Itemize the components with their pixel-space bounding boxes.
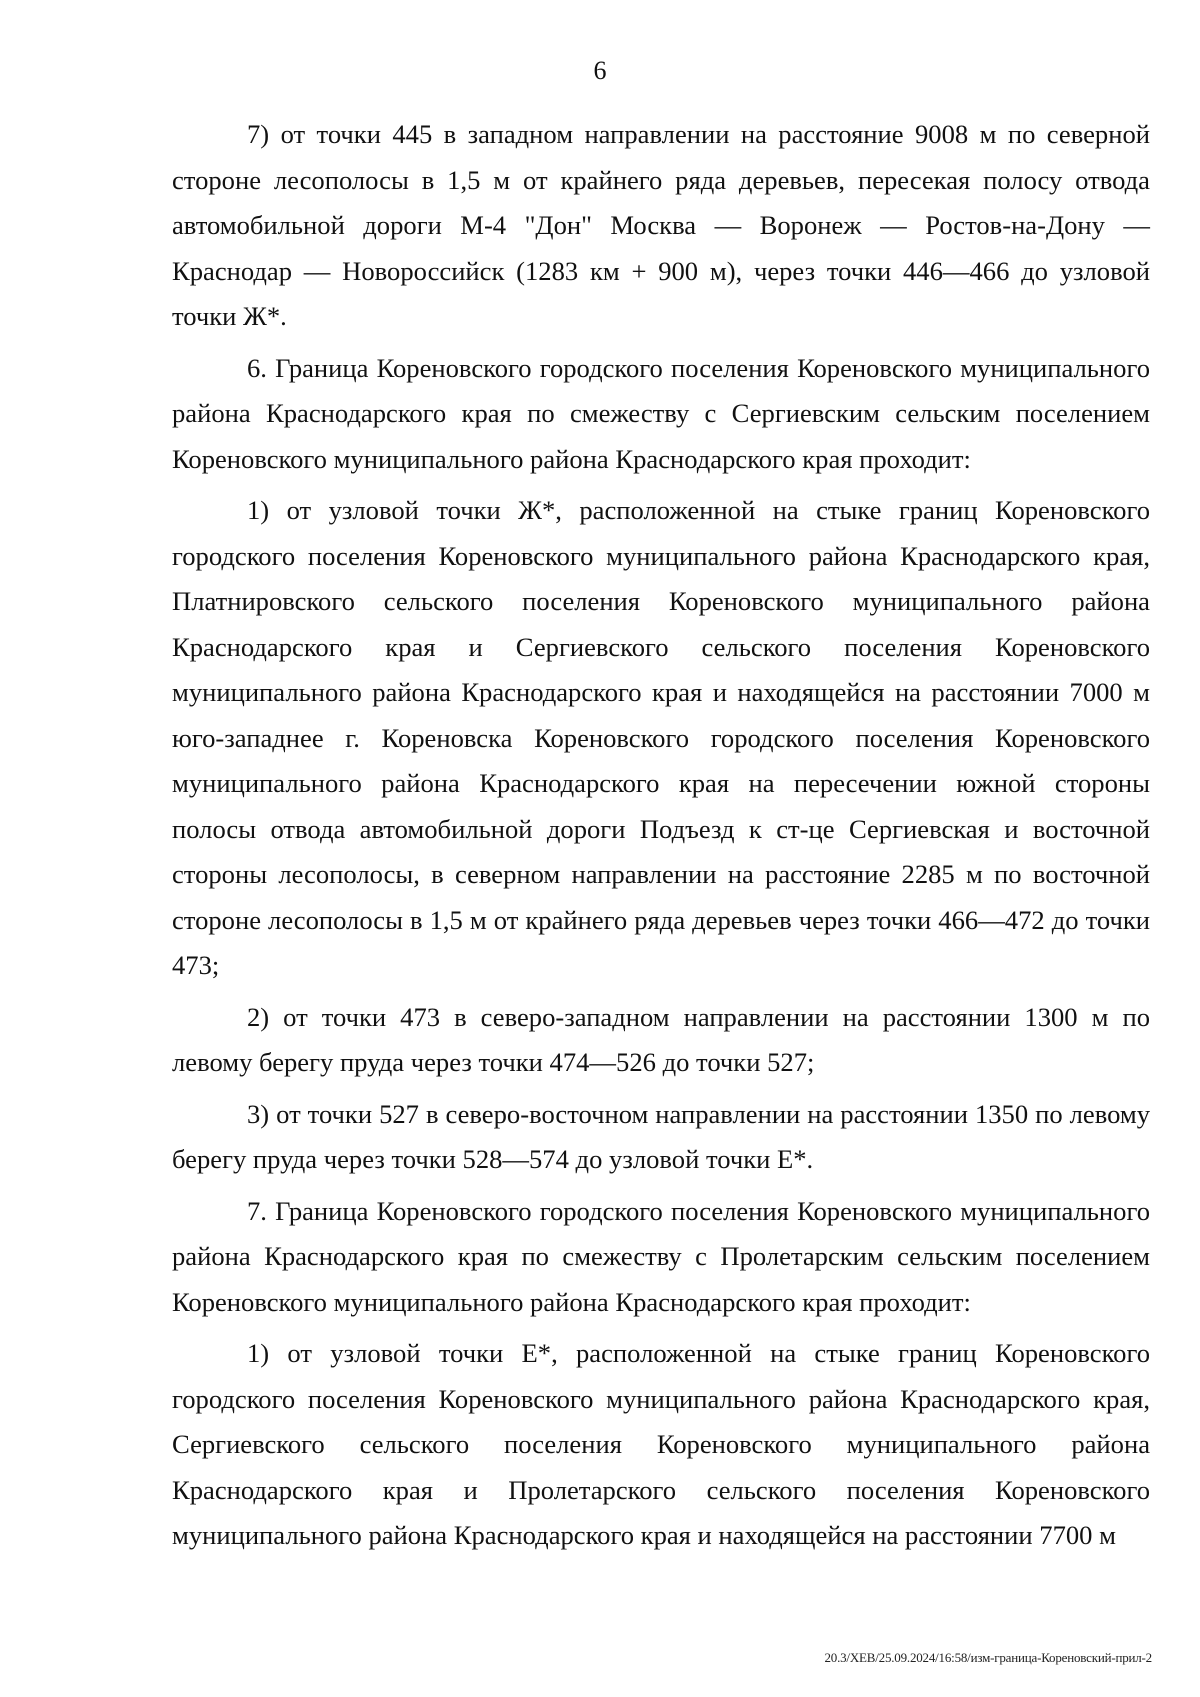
paragraph-section-7-point-1: 1) от узловой точки Е*, расположенной на стыке границ Кореновского городского поселения Кореновского муниципального района Краснодарского края, Сергиевского сельского поселения Кореновского муниципального района Краснодарского края и Пролетарского сельского поселения Кореновского муниципального района Краснодарского края и находящейся на расстоянии 7700 м [172,1338,1150,1550]
page-number: 6 [593,56,607,85]
paragraph-7-point: 7) от точки 445 в западном направлении на расстояние 9008 м по северной стороне лесополосы в 1,5 м от крайнего ряда деревьев, пересекая полосу отвода автомобильной дороги М-4 "Дон" Москва — Воронеж — Ростов-на-Дону — Краснодар — Новороссийск (1283 км + 900 м), через точки 446—466 до узловой точки Ж*. [172,119,1150,331]
paragraph-section-6-point-3: 3) от точки 527 в северо-восточном направлении на расстоянии 1350 по левому берегу пруда через точки 528—574 до узловой точки Е*. [172,1098,1150,1174]
paragraph-section-7: 7. Граница Кореновского городского поселения Кореновского муниципального района Краснодарского края по смежеству с Пролетарским сельским поселением Кореновского муниципального района Краснодарского края проходит: [172,1195,1150,1317]
paragraph-section-6-point-1: 1) от узловой точки Ж*, расположенной на стыке границ Кореновского городского поселения Кореновского муниципального района Краснодарского края, Платнировского сельского поселения Кореновского муниципального района Краснодарского края и Сергиевского сельского поселения Кореновского муниципального района Краснодарского края и находящейся на расстоянии 7000 м юго-западнее г. Кореновска Кореновского городского поселения Кореновского муниципального района Краснодарского края на пересечении южной стороны полосы отвода автомобильной дороги Подъезд к ст-це Сергиевская и восточной стороны лесополосы, в северном направлении на расстояние 2285 м по восточной стороне лесополосы в 1,5 м от крайнего ряда деревьев через точки 466—472 до точки 473; [172,495,1150,980]
document-body [172,112,1150,1565]
footer-document-code: 20.3/ХЕВ/25.09.2024/16:58/изм-граница-Кореновский-прил-2 [824,1650,1152,1665]
paragraph-section-6: 6. Граница Кореновского городского поселения Кореновского муниципального района Краснодарского края по смежеству с Сергиевским сельским поселением Кореновского муниципального района Краснодарского края проходит: [172,352,1150,474]
paragraph-section-6-point-2: 2) от точки 473 в северо-западном направлении на расстоянии 1300 м по левому берегу пруда через точки 474—526 до точки 527; [172,1001,1150,1077]
